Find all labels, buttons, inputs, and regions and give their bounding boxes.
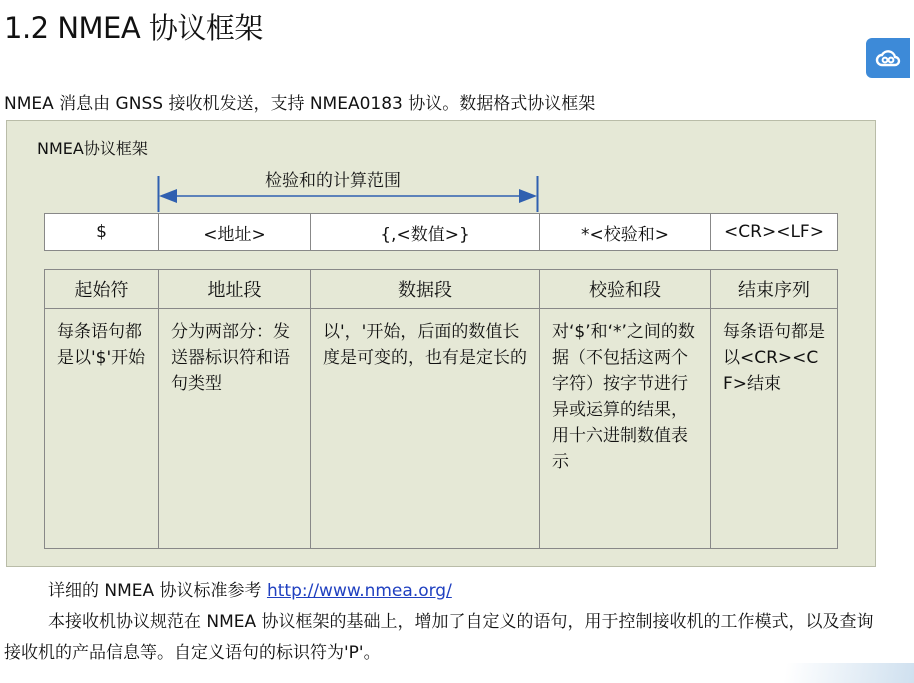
cloud-share-button[interactable] bbox=[866, 38, 910, 78]
desc-address: 分为两部分：发送器标识符和语句类型 bbox=[159, 309, 311, 549]
header-address: 地址段 bbox=[159, 270, 311, 309]
format-cell-start: $ bbox=[45, 214, 159, 251]
nmea-link[interactable]: http://www.nmea.org/ bbox=[266, 581, 452, 601]
cloud-link-icon bbox=[875, 47, 901, 69]
body-paragraph: 本接收机协议规范在 NMEA 协议框架的基础上，增加了自定义的语句，用于控制接收机的工作模式，以及查询接收机的产品信息等。自定义语句的标识符为'P'。 bbox=[4, 612, 874, 663]
header-data: 数据段 bbox=[311, 270, 540, 309]
header-end: 结束序列 bbox=[711, 270, 838, 309]
format-row bbox=[44, 213, 838, 251]
field-description-table bbox=[44, 269, 838, 549]
decorative-corner bbox=[754, 663, 914, 683]
format-cell-data: {,<数值>} bbox=[311, 214, 540, 251]
desc-start: 每条语句都是以'$'开始 bbox=[45, 309, 159, 549]
header-checksum: 校验和段 bbox=[540, 270, 711, 309]
checksum-range-arrow bbox=[157, 176, 543, 212]
desc-data: 以'，'开始，后面的数值长度是可变的，也有是定长的 bbox=[311, 309, 540, 549]
reference-paragraph bbox=[48, 576, 452, 601]
format-cell-checksum: *<校验和> bbox=[540, 214, 711, 251]
protocol-frame-diagram bbox=[6, 120, 876, 567]
checksum-range-label: 检验和的计算范围 bbox=[265, 171, 401, 191]
format-cell-address: <地址> bbox=[159, 214, 311, 251]
reference-text: 详细的 NMEA 协议标准参考 bbox=[48, 581, 267, 601]
frame-title: NMEA协议框架 bbox=[37, 139, 148, 158]
desc-end: 每条语句都是以<CR><CF>结束 bbox=[711, 309, 838, 549]
header-start: 起始符 bbox=[45, 270, 159, 309]
desc-checksum: 对‘$’和‘*’之间的数据（不包括这两个字符）按字节进行异或运算的结果，用十六进制数值表示 bbox=[540, 309, 711, 549]
format-cell-end: <CR><LF> bbox=[711, 214, 838, 251]
intro-paragraph: NMEA 消息由 GNSS 接收机发送，支持 NMEA0183 协议。数据格式协议框架 bbox=[4, 94, 596, 114]
page-heading: 1.2 NMEA 协议框架 bbox=[4, 11, 263, 45]
